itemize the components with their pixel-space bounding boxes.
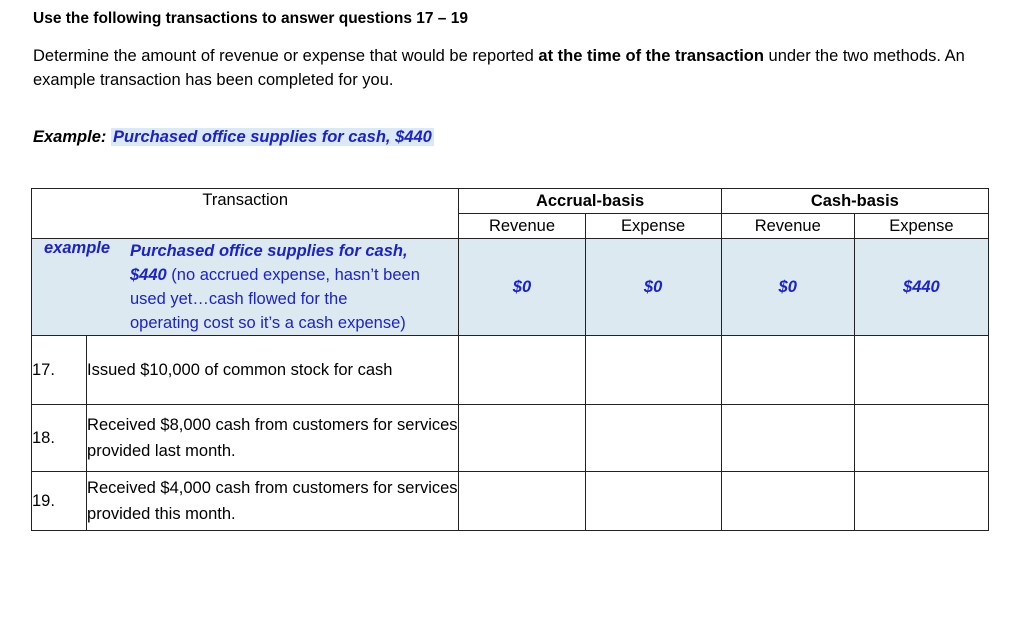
answer-cash-revenue[interactable]: [721, 472, 854, 531]
answer-cash-revenue[interactable]: [721, 405, 854, 472]
cash-basis-header: Cash-basis: [721, 189, 988, 214]
example-row-text-em: Purchased office supplies for cash, $440: [130, 242, 408, 284]
answer-cash-expense[interactable]: [854, 472, 988, 531]
table-row: [32, 472, 989, 531]
transaction-header: Transaction: [32, 189, 459, 239]
accrual-revenue-header: Revenue: [459, 214, 585, 239]
instructions-text: [33, 44, 993, 92]
header-row-1: [32, 189, 989, 214]
example-transaction-cell: [32, 239, 459, 336]
intro-part1: Determine the amount of revenue or expense that would be reported: [33, 47, 539, 65]
intro-part2: under the two methods. An example transaction has been completed for you.: [33, 47, 965, 89]
answer-accrual-revenue[interactable]: [459, 405, 585, 472]
example-cash-expense: $440: [854, 239, 988, 336]
accrual-basis-header: Accrual-basis: [459, 189, 721, 214]
example-accrual-revenue: $0: [459, 239, 585, 336]
example-row-label: example: [44, 239, 111, 257]
example-line: [33, 128, 434, 147]
example-cash-revenue: $0: [721, 239, 854, 336]
instructions-heading: Use the following transactions to answer questions 17 – 19: [33, 10, 468, 27]
answer-cash-revenue[interactable]: [721, 336, 854, 405]
question-number: 17.: [32, 336, 87, 405]
transaction-description: Received $4,000 cash from customers for services provided this month.: [87, 472, 459, 531]
example-text: Purchased office supplies for cash, $440: [112, 128, 432, 146]
example-label: Example:: [33, 128, 107, 146]
table-row: [32, 336, 989, 405]
table-row: [32, 405, 989, 472]
answer-accrual-revenue[interactable]: [459, 472, 585, 531]
intro-bold: at the time of the transaction: [538, 47, 764, 65]
example-accrual-expense: $0: [585, 239, 721, 336]
accrual-expense-header: Expense: [585, 214, 721, 239]
example-row-text: [130, 239, 420, 335]
example-row-text-rest: (no accrued expense, hasn’t been used yet…cash flowed for the operating cost so it’s a cash expense): [130, 266, 420, 332]
answer-cash-expense[interactable]: [854, 405, 988, 472]
cash-expense-header: Expense: [854, 214, 988, 239]
question-number: 19.: [32, 472, 87, 531]
question-number: 18.: [32, 405, 87, 472]
transaction-description: Received $8,000 cash from customers for services provided last month.: [87, 405, 459, 472]
transaction-description: Issued $10,000 of common stock for cash: [87, 336, 459, 405]
cash-revenue-header: Revenue: [721, 214, 854, 239]
example-row: [32, 239, 989, 336]
answer-accrual-expense[interactable]: [585, 336, 721, 405]
transactions-table: [31, 188, 989, 531]
answer-cash-expense[interactable]: [854, 336, 988, 405]
answer-accrual-revenue[interactable]: [459, 336, 585, 405]
answer-accrual-expense[interactable]: [585, 405, 721, 472]
answer-accrual-expense[interactable]: [585, 472, 721, 531]
